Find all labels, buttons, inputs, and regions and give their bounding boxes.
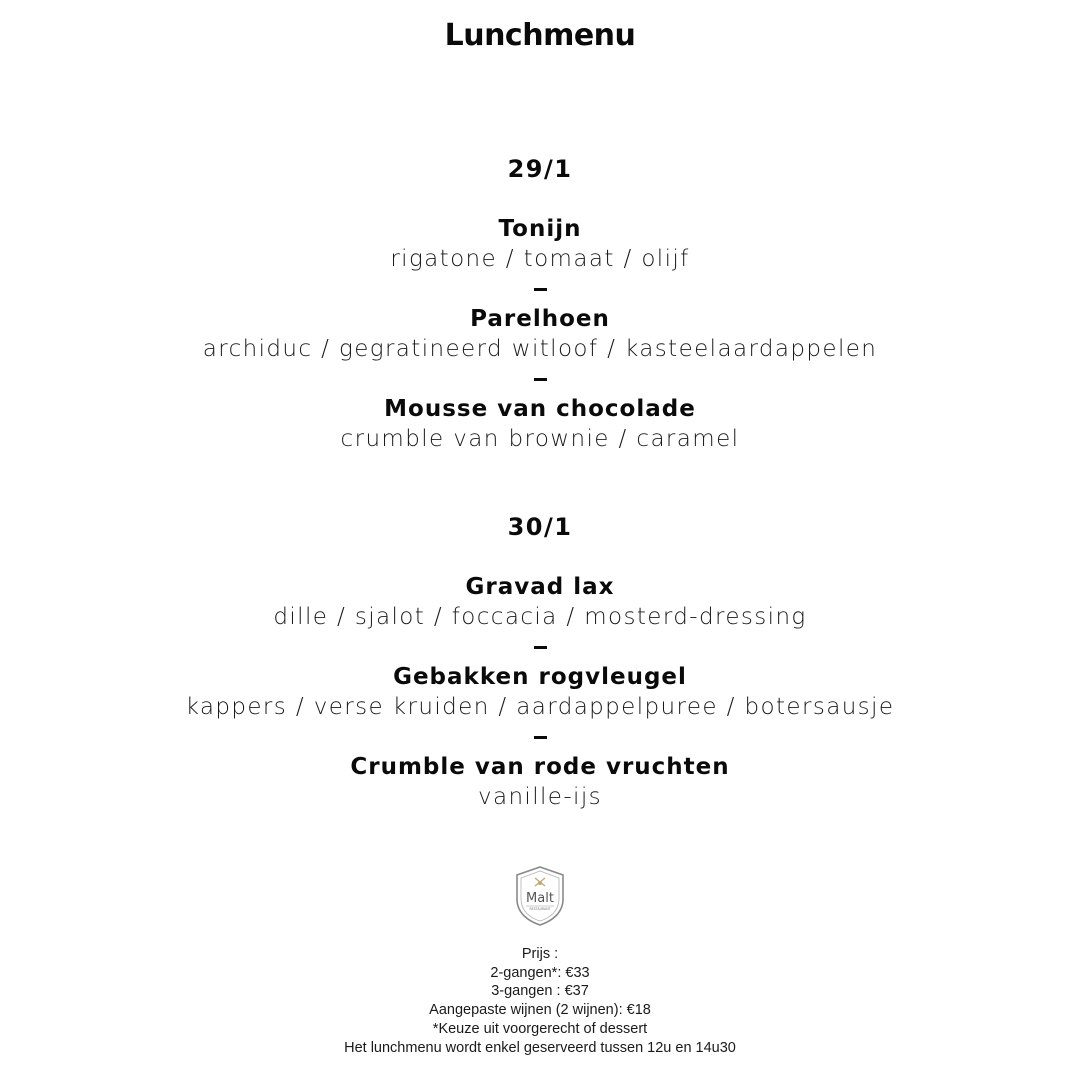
price-info	[0, 945, 1080, 1057]
footer-line: Prijs :	[521, 946, 559, 962]
course-name: Crumble van rode vruchten	[350, 754, 730, 780]
course-name: Tonijn	[498, 216, 582, 242]
course-description: kappers / verse kruiden / aardappelpuree / botersausje	[185, 694, 895, 720]
day-section-29-1	[0, 154, 1080, 454]
course-description: rigatone / tomaat / olijf	[390, 246, 690, 272]
svg-text:Malt: Malt	[526, 891, 554, 906]
footer-line: 2-gangen*: €33	[490, 964, 590, 981]
course-name: Gravad lax	[465, 574, 615, 600]
course-description: dille / sjalot / foccacia / mosterd-dressing	[273, 604, 807, 630]
course-separator	[0, 364, 1080, 394]
day-date: 29/1	[507, 155, 573, 183]
course-description: crumble van brownie / caramel	[340, 426, 740, 452]
day-date: 30/1	[507, 513, 573, 541]
course-name: Mousse van chocolade	[384, 396, 696, 422]
day-section-30-1	[0, 512, 1080, 812]
course-separator	[0, 632, 1080, 662]
course-separator	[0, 274, 1080, 304]
restaurant-logo	[514, 865, 566, 927]
shield-crest-icon	[514, 865, 566, 927]
footer-line: Aangepaste wijnen (2 wijnen): €18	[429, 1002, 651, 1019]
course-name: Parelhoen	[470, 306, 610, 332]
page-title: Lunchmenu	[444, 18, 636, 53]
svg-text:RESTAURANT: RESTAURANT	[529, 907, 551, 911]
course-description: vanille-ijs	[477, 784, 603, 810]
course-name: Gebakken rogvleugel	[393, 664, 687, 690]
course-separator	[0, 722, 1080, 752]
footer-line: *Keuze uit voorgerecht of dessert	[432, 1020, 648, 1037]
footer-line: 3-gangen : €37	[491, 983, 589, 1000]
course-description: archiduc / gegratineerd witloof / kasteelaardappelen	[202, 336, 878, 362]
footer-line: Het lunchmenu wordt enkel geserveerd tussen 12u en 14u30	[344, 1039, 736, 1056]
